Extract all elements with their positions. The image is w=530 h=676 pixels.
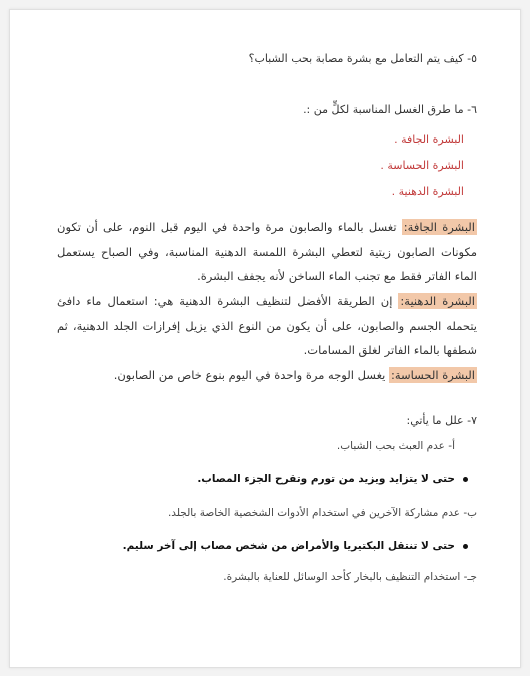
question-7-b: ب- عدم مشاركة الآخرين في استخدام الأدوات الشخصية الخاصة بالجلد. [167,507,477,519]
label-dry-skin: البشرة الجافة: [403,220,475,234]
bullet-icon [463,544,468,549]
label-sensitive-skin: البشرة الحساسة: [390,368,475,382]
skin-type-oily: البشرة الدهنية . [391,185,464,198]
question-7: ٧- علل ما يأتي: [406,414,477,427]
answer-oily-skin [57,289,477,363]
skin-type-sensitive: البشرة الحساسة . [380,159,464,172]
text-sensitive-skin: يغسل الوجه مرة واحدة في اليوم بنوع خاص من الصابون. [113,368,389,382]
answer-7-b [123,540,468,552]
bullet-icon [463,477,468,482]
question-5: ٥- كيف يتم التعامل مع بشرة مصابة بحب الشباب؟ [248,52,477,65]
text-oily-skin: إن الطريقة الأفضل لتنظيف البشرة الدهنية هي: استعمال ماء دافئ يتحمله الجسم والصابون، على أن يكون من النوع الذي يزيل إفرازات الجلد الدهنية، ثم شطفها بالماء الفاتر لغلق المسامات. [57,294,477,358]
answer-7-a [197,473,468,485]
document-page [9,9,521,668]
skin-type-dry: البشرة الجافة . [394,133,464,146]
text-dry-skin: تغسل بالماء والصابون مرة واحدة في اليوم قبل النوم، على أن تكون مكونات الصابون زيتية لتعطي البشرة اللمسة الدهنية المناسبة، وفي الصباح يستعمل الماء الفاتر فقط مع تجنب الماء الساخن لأنه يجفف البشرة. [57,220,477,284]
answer-dry-skin [57,215,477,289]
label-oily-skin: البشرة الدهنية: [400,294,475,308]
question-7-a: أ- عدم العبث بحب الشباب. [336,440,455,452]
answer-7-b-text: حتى لا تنتقل البكتيريا والأمراض من شخص مصاب إلى آخر سليم. [122,540,455,552]
answer-sensitive-skin [57,363,477,388]
question-7-c: جـ- استخدام التنظيف بالبخار كأحد الوسائل للعناية بالبشرة. [223,571,477,583]
answer-7-a-text: حتى لا يتزايد ويزيد من تورم وتقرح الجزء المصاب. [197,473,455,485]
question-6: ٦- ما طرق الغسل المناسبة لكلٍّ من :. [303,103,477,116]
